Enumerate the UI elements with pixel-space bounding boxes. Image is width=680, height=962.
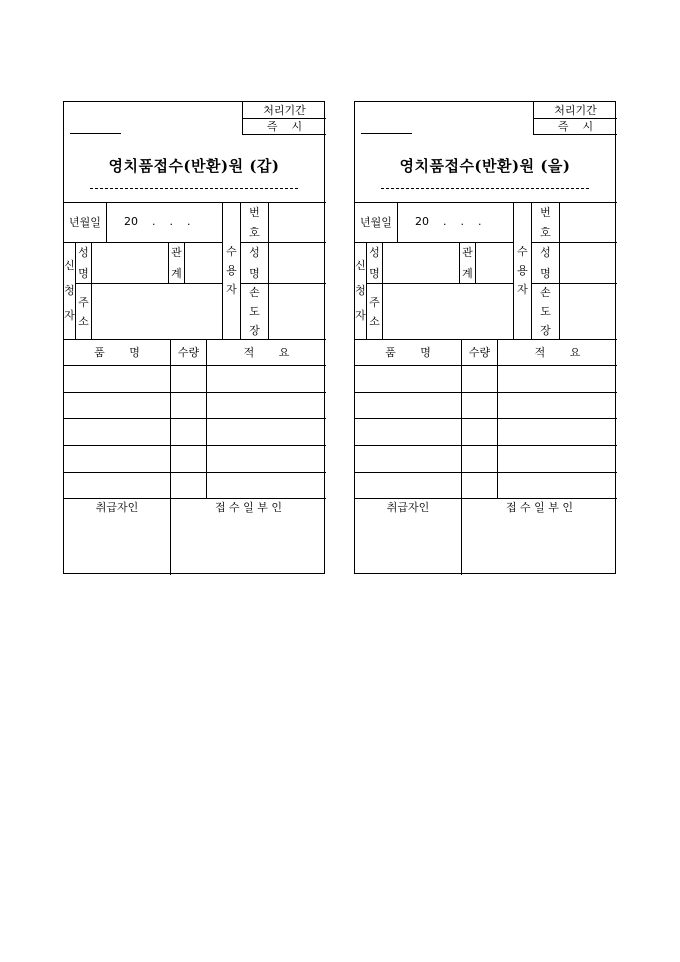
thumbprint-label: 손 도 장 [249,286,260,337]
processing-period-value: 즉 시 [557,120,594,133]
name-label: 성 명 [78,246,89,280]
address-label: 주 소 [369,295,380,328]
receiver-label: 수 용 자 [226,245,237,296]
name-label: 성 명 [369,246,380,280]
relation-field[interactable] [185,243,222,283]
receiver-name-field[interactable] [269,243,326,283]
number-label: 번 호 [540,206,551,239]
processing-period-label: 처리기간 [263,104,306,117]
relation-label: 관 계 [462,246,473,280]
blank-line [70,133,121,134]
handler-seal-label: 취급자인 [95,501,139,514]
quantity-header: 수량 [177,346,200,359]
number-field[interactable] [269,203,326,242]
name-field[interactable] [383,243,459,283]
thumbprint-field[interactable] [560,284,617,339]
relation-field[interactable] [476,243,513,283]
processing-period-label: 처리기간 [554,104,597,117]
address-field[interactable] [383,284,513,339]
form-title: 영치품접수(반환)원 (갑) [108,157,280,175]
handler-seal-label: 취급자인 [386,501,430,514]
number-label: 번 호 [249,206,260,239]
number-field[interactable] [560,203,617,242]
applicant-label: 신 청 자 [64,258,75,323]
address-field[interactable] [92,284,222,339]
receiver-label: 수 용 자 [517,245,528,296]
thumbprint-field[interactable] [269,284,326,339]
receiver-name-label: 성 명 [540,246,551,280]
thumbprint-label: 손 도 장 [540,286,551,337]
date-value[interactable]: 20 . . . [415,215,482,228]
form-eul [354,101,616,574]
receiver-name-label: 성 명 [249,246,260,280]
receipt-date-stamp-label: 접 수 일 부 인 [214,501,283,514]
receipt-date-stamp-label: 접 수 일 부 인 [505,501,574,514]
date-value[interactable]: 20 . . . [124,215,191,228]
processing-period-value: 즉 시 [266,120,303,133]
name-field[interactable] [92,243,168,283]
relation-label: 관 계 [171,246,182,280]
date-label: 년월일 [360,216,392,229]
date-label: 년월일 [69,216,101,229]
item-name-header: 품 명 [94,346,140,359]
title-underline [381,188,589,189]
title-underline [90,188,298,189]
item-name-header: 품 명 [385,346,431,359]
form-title: 영치품접수(반환)원 (을) [399,157,571,175]
note-header: 적 요 [243,346,290,359]
form-gap [63,101,325,574]
address-label: 주 소 [78,295,89,328]
receiver-name-field[interactable] [560,243,617,283]
note-header: 적 요 [534,346,581,359]
applicant-label: 신 청 자 [355,258,366,323]
quantity-header: 수량 [468,346,491,359]
blank-line [361,133,412,134]
